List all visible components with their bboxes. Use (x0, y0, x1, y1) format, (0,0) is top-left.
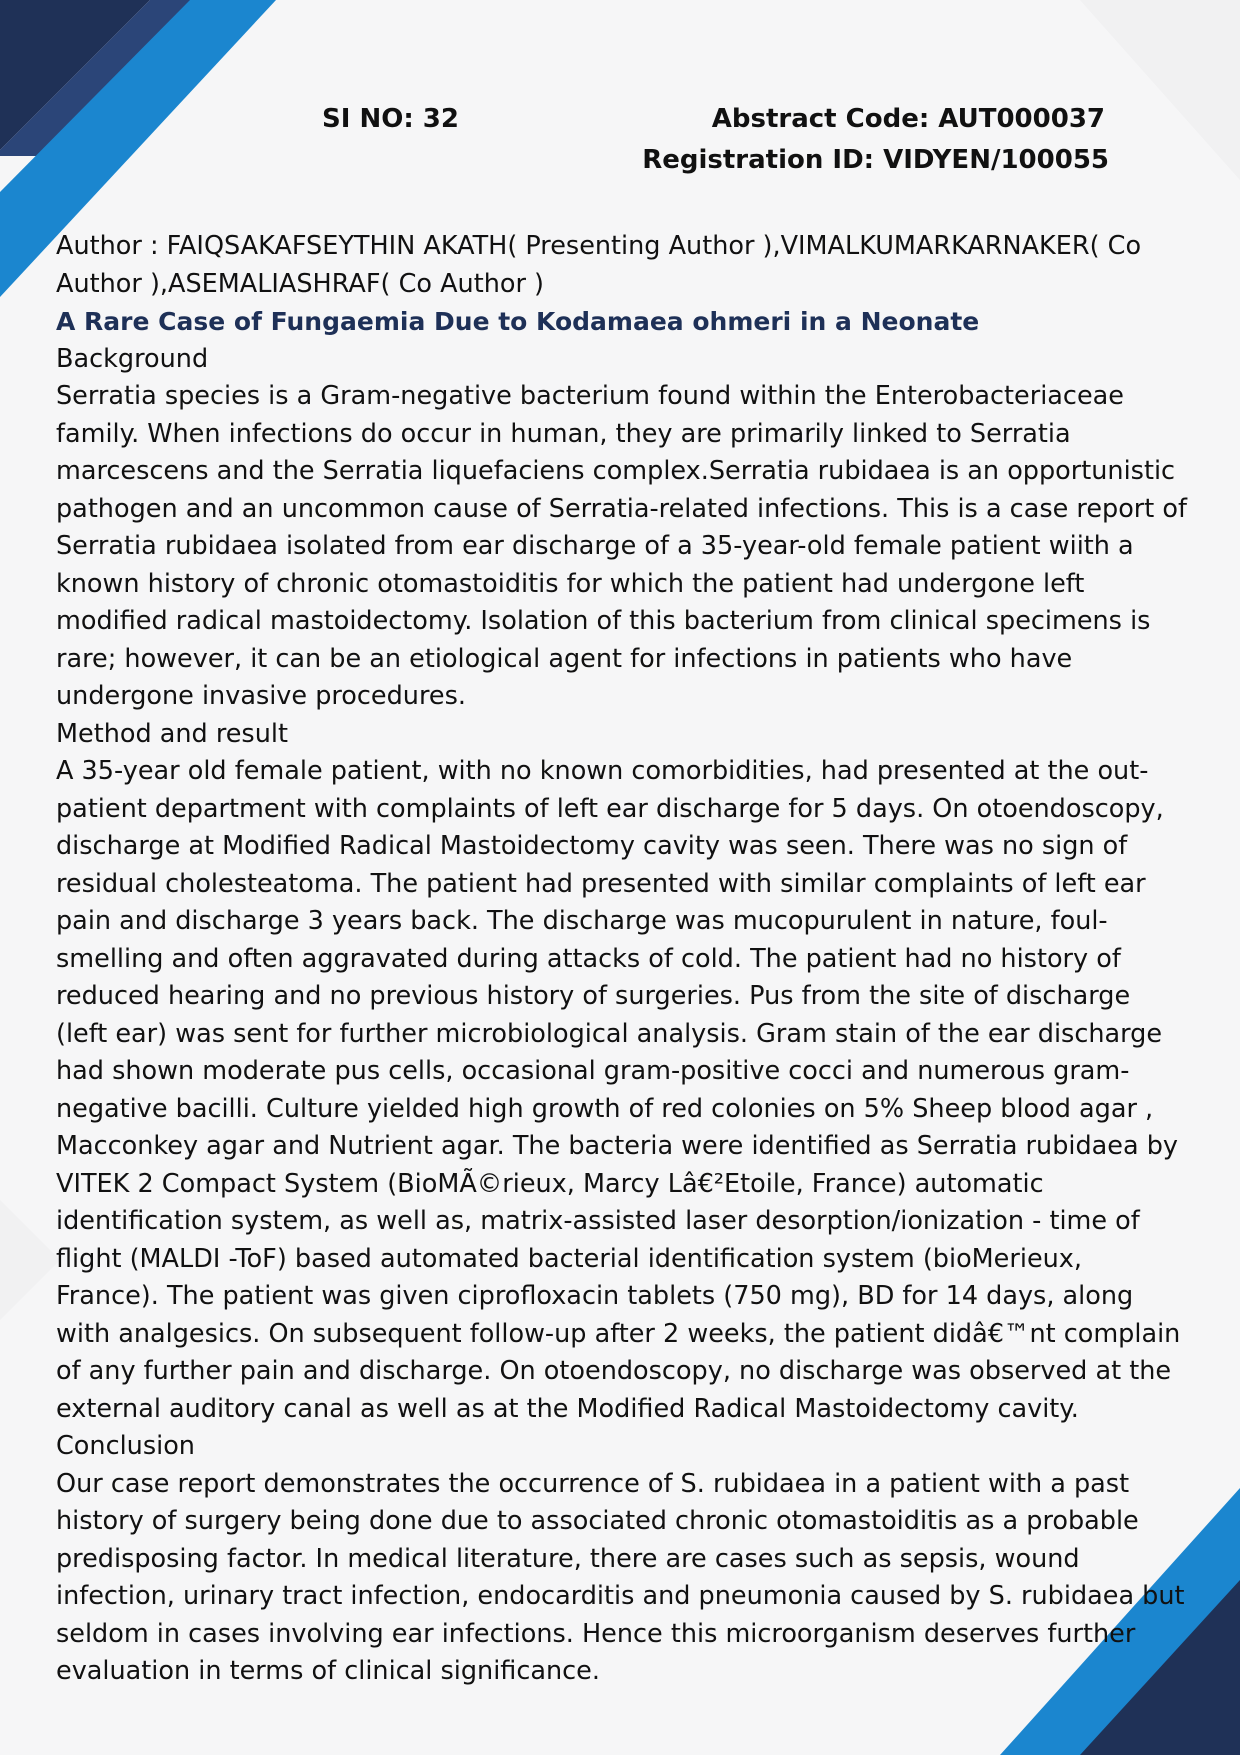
background-text: Serratia species is a Gram-negative bacterium found within the Enterobacteriaceae family. When infections do occur in human, they are primarily linked to Serratia marcescens and the Serratia liquefaciens complex.Serratia rubidaea is an opportunistic pathogen and an uncommon cause of Serratia-related infections. This is a case report of Serratia rubidaea isolated from ear discharge of a 35-year-old female patient wiith a known history of chronic otomastoiditis for which the patient had undergone left modified radical mastoidectomy. Isolation of this bacterium from clinical specimens is rare; however, it can be an etiological agent for infections in patients who have undergone invasive procedures. (56, 381, 1187, 711)
background-heading: Background (56, 343, 209, 374)
abstract-body (56, 228, 1188, 1691)
conclusion-text: Our case report demonstrates the occurrence of S. rubidaea in a patient with a past history of surgery being done due to associated chronic otomastoiditis as a probable predisposing factor. In medical literature, there are cases such as sepsis, wound infection, urinary tract infection, endocarditis and pneumonia caused by S. rubidaea but seldom in cases involving ear infections. Hence this microorganism deserves further evaluation in terms of clinical significance. (56, 1468, 1185, 1686)
si-number: SI NO: 32 (322, 104, 459, 134)
abstract-code: Abstract Code: AUT000037 (711, 104, 1105, 134)
method-text: A 35-year old female patient, with no known comorbidities, had presented at the out-patient department with complaints of left ear discharge for 5 days. On otoendoscopy, discharge at Modified Radical Mastoidectomy cavity was seen. There was no sign of residual cholesteatoma. The patient had presented with similar complaints of left ear pain and discharge 3 years back. The discharge was mucopurulent in nature, foul-smelling and often aggravated during attacks of cold. The patient had no history of reduced hearing and no previous history of surgeries. Pus from the site of discharge (left ear) was sent for further microbiological analysis. Gram stain of the ear discharge had shown moderate pus cells, occasional gram-positive cocci and numerous gram-negative bacilli. Culture yielded high growth of red colonies on 5% Sheep blood agar , Macconkey agar and Nutrient agar. The bacteria were identified as Serratia rubidaea by VITEK 2 Compact System (BioMÃ©rieux, Marcy Lâ€²Etoile, France) automatic identification system, as well as, matrix-assisted laser desorption/ionization - time of flight (MALDI -ToF) based automated bacterial identification system (bioMerieux, France). The patient was given ciprofloxacin tablets (750 mg), BD for 14 days, along with analgesics. On subsequent follow-up after 2 weeks, the patient didâ€™nt complain of any further pain and discharge. On otoendoscopy, no discharge was observed at the external auditory canal as well as at the Modified Radical Mastoidectomy cavity. (56, 756, 1181, 1424)
author-line: Author : FAIQSAKAFSEYTHIN AKATH( Presenting Author ),VIMALKUMARKARNAKER( Co Author ),ASEMALIASHRAF( Co Author ) (56, 231, 1142, 299)
conclusion-heading: Conclusion (56, 1431, 195, 1461)
abstract-title: A Rare Case of Fungaemia Due to Kodamaea ohmeri in a Neonate (56, 307, 980, 336)
method-heading: Method and result (56, 718, 288, 749)
registration-id: Registration ID: VIDYEN/100055 (642, 145, 1109, 175)
